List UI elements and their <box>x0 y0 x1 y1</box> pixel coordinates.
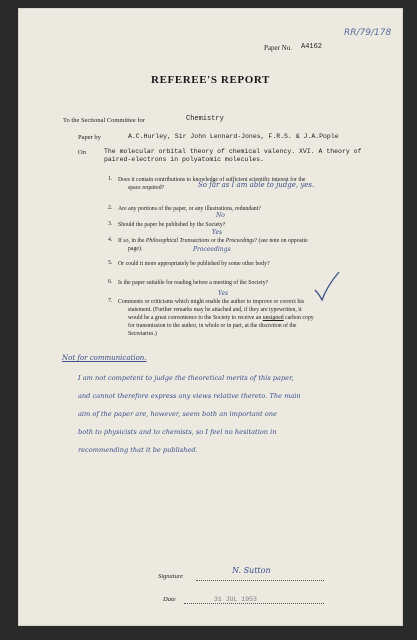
page-title: REFEREE'S REPORT <box>151 74 270 86</box>
question-6-text: Is the paper suitable for reading before a meeting of the Society? <box>118 280 269 286</box>
question-number: 1. <box>108 176 113 182</box>
to-committee-label: To the Sectional Committee for <box>63 117 145 124</box>
question-5-text: Or could it more appropriately be published by some other body? <box>118 261 270 267</box>
question-7-text-line-4: for transmission to the author, in whole or in part, at the discretion of the <box>128 323 297 329</box>
paper-by-label: Paper by <box>78 134 101 141</box>
question-7-text-line-1: Comments or criticisms which might enable the author to improve or correct his <box>118 299 305 305</box>
topic-line-1: The molecular orbital theory of chemical valency. XVI. A theory of <box>104 148 362 155</box>
signature-value: N. Sutton <box>232 566 271 575</box>
on-label: On <box>78 149 86 156</box>
committee-value: Chemistry <box>186 115 224 123</box>
question-4-text-line-1: If so, in the Philosophical Transactions or the Proceedings? (see note on opposite <box>118 238 308 244</box>
comment-line: both to physicists and to chemists, so I feel no hesitation in <box>78 428 277 436</box>
paper-no-value: A4162 <box>301 43 323 51</box>
signature-label: Signature <box>158 573 184 580</box>
question-number: 3. <box>108 221 113 227</box>
authors-value: A.C.Hurley, Sir John Lennard-Jones, F.R.S. & J.A.Pople <box>128 133 339 140</box>
referee-report-page <box>18 8 403 626</box>
question-3-answer: Yes <box>212 229 223 236</box>
comments-heading: Not for communication. <box>62 354 147 362</box>
question-6-answer: Yes <box>218 290 229 297</box>
archive-reference: RR/79/178 <box>344 28 392 38</box>
question-3-text: Should the paper be published by the Society? <box>118 222 226 228</box>
comment-line: and cannot therefore express any views relative thereto. The main <box>78 392 301 400</box>
question-number: 6. <box>108 279 113 285</box>
check-mark-icon <box>313 270 341 302</box>
paper-no-label: Paper No. <box>264 44 292 52</box>
question-7-text-line-3: would be a great convenience to the Society to receive an unsigned carbon copy <box>128 315 314 321</box>
question-7-text-line-2: statement. (Further remarks may be attached and, if they are typewritten, it <box>128 307 302 313</box>
question-number: 7. <box>108 298 113 304</box>
question-7-text-line-5: Secretaries.) <box>128 331 157 337</box>
question-2-text: Are any portions of the paper, or any illustrations, redundant? <box>118 206 261 212</box>
question-4-answer: Proceedings <box>193 246 231 253</box>
date-label: Date <box>163 596 176 603</box>
date-line <box>184 603 324 604</box>
question-1-text-line-1: Does it contain contributions to knowledge of sufficient scientific interest for the <box>118 177 306 183</box>
question-number: 4. <box>108 237 113 243</box>
question-number: 5. <box>108 260 113 266</box>
question-number: 2. <box>108 205 113 211</box>
signature-line <box>196 580 324 581</box>
question-1-answer: So far as I am able to judge, yes. <box>198 181 315 189</box>
topic-line-2: paired-electrons in polyatomic molecules. <box>104 156 264 163</box>
question-2-answer: No <box>216 212 225 219</box>
comment-line: aim of the paper are, however, seem both an important one <box>78 410 277 418</box>
comment-line: I am not competent to judge the theoretical merits of this paper, <box>78 374 294 382</box>
comment-line: recommending that it be published. <box>78 446 198 454</box>
question-4-text-line-2: page). <box>128 246 143 252</box>
question-1-text-line-2: space required? <box>128 185 165 191</box>
date-stamp: 31 JUL 1953 <box>214 596 257 603</box>
